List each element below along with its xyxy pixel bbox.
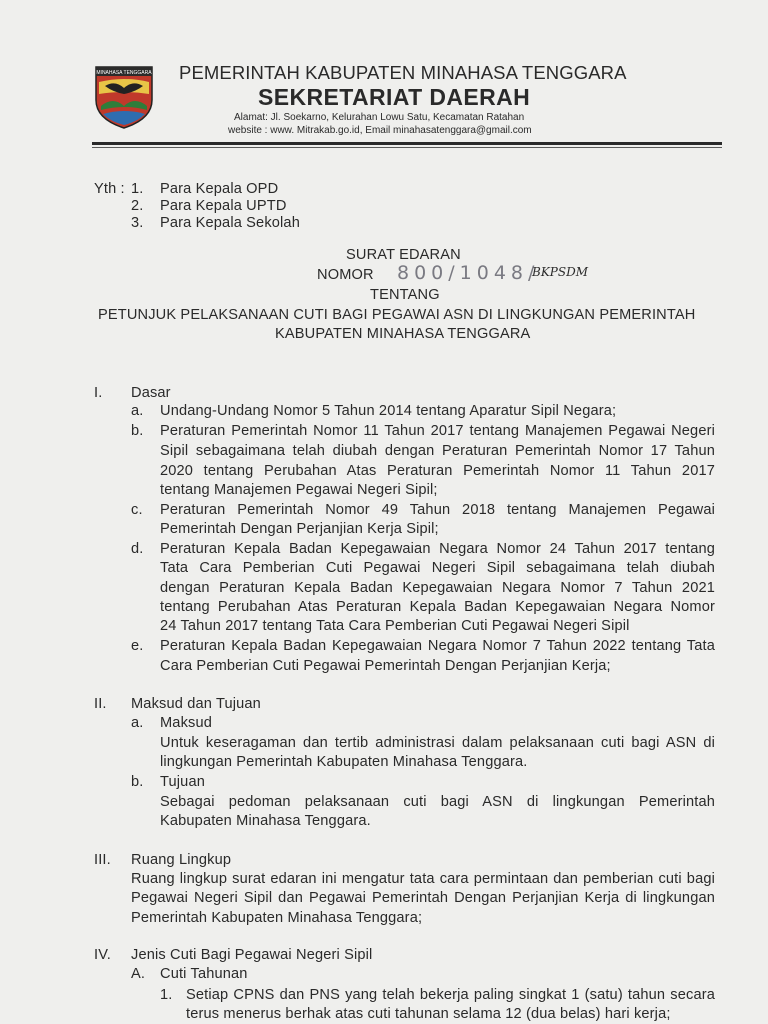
recipient-number: 1. — [131, 181, 144, 197]
list-item-line: Peraturan Kepala Badan Kepegawaian Negara Nomor 24 Tahun 2017 tentang — [160, 541, 715, 557]
list-marker: a. — [131, 403, 144, 419]
letter-type: SURAT EDARAN — [346, 247, 461, 263]
section-title: Dasar — [131, 385, 171, 401]
list-item-line: Pemerintah Dengan Perjanjian Kerja Sipil; — [160, 521, 439, 537]
paragraph-line: lingkungan Pemerintah Kabupaten Minahasa Tenggara. — [160, 754, 528, 770]
paragraph-line: Ruang lingkup surat edaran ini mengatur tata cara permintaan dan pemberian cuti bagi — [131, 871, 715, 887]
letter-subject-line: KABUPATEN MINAHASA TENGGARA — [275, 326, 531, 342]
paragraph-line: Untuk keseragaman dan tertib administrasi dalam pelaksanaan cuti bagi ASN di — [160, 735, 715, 751]
list-marker: 1. — [160, 987, 173, 1003]
recipient-number: 3. — [131, 215, 144, 231]
list-marker: d. — [131, 541, 144, 557]
paragraph-line: Kabupaten Minahasa Tenggara. — [160, 813, 371, 829]
paragraph-line: Sebagai pedoman pelaksanaan cuti bagi ASN di lingkungan Pemerintah — [160, 794, 715, 810]
list-marker: b. — [131, 774, 144, 790]
recipient-salutation: Yth : — [94, 181, 125, 197]
list-marker: A. — [131, 966, 146, 982]
recipient-item: Para Kepala OPD — [160, 181, 279, 197]
regency-emblem — [93, 64, 155, 130]
list-item-line: terus menerus berhak atas cuti tahunan selama 12 (dua belas) hari kerja; — [186, 1006, 671, 1022]
section-title: Jenis Cuti Bagi Pegawai Negeri Sipil — [131, 947, 373, 963]
list-item-line: Peraturan Kepala Badan Kepegawaian Negara Nomor 7 Tahun 2022 tentang Tata — [160, 638, 715, 654]
paragraph-line: Pegawai Negeri Sipil dan Pegawai Pemerintah Dengan Perjanjian Kerja di lingkungan — [131, 890, 715, 906]
list-marker: a. — [131, 715, 144, 731]
letter-about-label: TENTANG — [370, 287, 440, 303]
list-item-line: Peraturan Pemerintah Nomor 11 Tahun 2017 tentang Manajemen Pegawai Negeri — [160, 423, 715, 439]
list-item-line: tentang Manajemen Pegawai Negeri Sipil; — [160, 482, 438, 498]
section-number: III. — [94, 852, 111, 868]
list-item-line: Setiap CPNS dan PNS yang telah bekerja paling singkat 1 (satu) tahun secara — [186, 987, 715, 1003]
letter-subject-line: PETUNJUK PELAKSANAAN CUTI BAGI PEGAWAI ASN DI LINGKUNGAN PEMERINTAH — [98, 307, 696, 323]
list-item-line: Tata Cara Pemberian Cuti Pegawai Negeri Sipil sebagaimana telah diubah — [160, 560, 715, 576]
list-marker: c. — [131, 502, 143, 518]
section-title: Maksud dan Tujuan — [131, 696, 261, 712]
paragraph-line: Pemerintah Kabupaten Minahasa Tenggara; — [131, 910, 423, 926]
recipient-number: 2. — [131, 198, 144, 214]
letterhead-rule-thin — [92, 147, 722, 148]
office-contact: website : www. Mitrakab.go.id, Email minahasatenggara@gmail.com — [228, 125, 532, 136]
section-number: IV. — [94, 947, 111, 963]
list-item-line: 24 Tahun 2017 tentang Tata Cara Pemberian Cuti Pegawai Negeri Sipil — [160, 618, 630, 634]
office-name: SEKRETARIAT DAERAH — [258, 84, 531, 110]
list-item-line: dengan Peraturan Kepala Badan Kepegawaian Negara Nomor 7 Tahun 2021 — [160, 580, 715, 596]
subsection-title: Tujuan — [160, 774, 205, 790]
letter-number-value: 800/1048/ — [397, 262, 540, 284]
list-marker: b. — [131, 423, 144, 439]
subsection-title: Cuti Tahunan — [160, 966, 248, 982]
government-name: PEMERINTAH KABUPATEN MINAHASA TENGGARA — [179, 62, 627, 83]
subsection-title: Maksud — [160, 715, 212, 731]
letter-number-code: BKPSDM — [532, 265, 588, 279]
list-item-line: Peraturan Pemerintah Nomor 49 Tahun 2018 tentang Manajemen Pegawai — [160, 502, 715, 518]
list-item-line: Undang-Undang Nomor 5 Tahun 2014 tentang Aparatur Sipil Negara; — [160, 403, 617, 419]
section-number: II. — [94, 696, 107, 712]
section-title: Ruang Lingkup — [131, 852, 232, 868]
list-item-line: 2020 tentang Perubahan Atas Peraturan Pemerintah Nomor 11 Tahun 2017 — [160, 463, 715, 479]
office-address: Alamat: Jl. Soekarno, Kelurahan Lowu Satu, Kecamatan Ratahan — [234, 112, 525, 123]
list-marker: e. — [131, 638, 144, 654]
list-item-line: tentang Perubahan Atas Peraturan Kepala Badan Kepegawaian Negara Nomor — [160, 599, 715, 615]
list-item-line: Sipil sebagaimana telah diubah dengan Peraturan Pemerintah Nomor 17 Tahun — [160, 443, 715, 459]
list-item-line: Cara Pemberian Cuti Pegawai Pemerintah Dengan Perjanjian Kerja; — [160, 658, 611, 674]
letter-number-label: NOMOR — [317, 267, 374, 283]
svg-text:MINAHASA TENGGARA: MINAHASA TENGGARA — [96, 70, 152, 76]
section-number: I. — [94, 385, 103, 401]
letterhead-rule-thick — [92, 142, 722, 145]
recipient-item: Para Kepala Sekolah — [160, 215, 300, 231]
recipient-item: Para Kepala UPTD — [160, 198, 287, 214]
